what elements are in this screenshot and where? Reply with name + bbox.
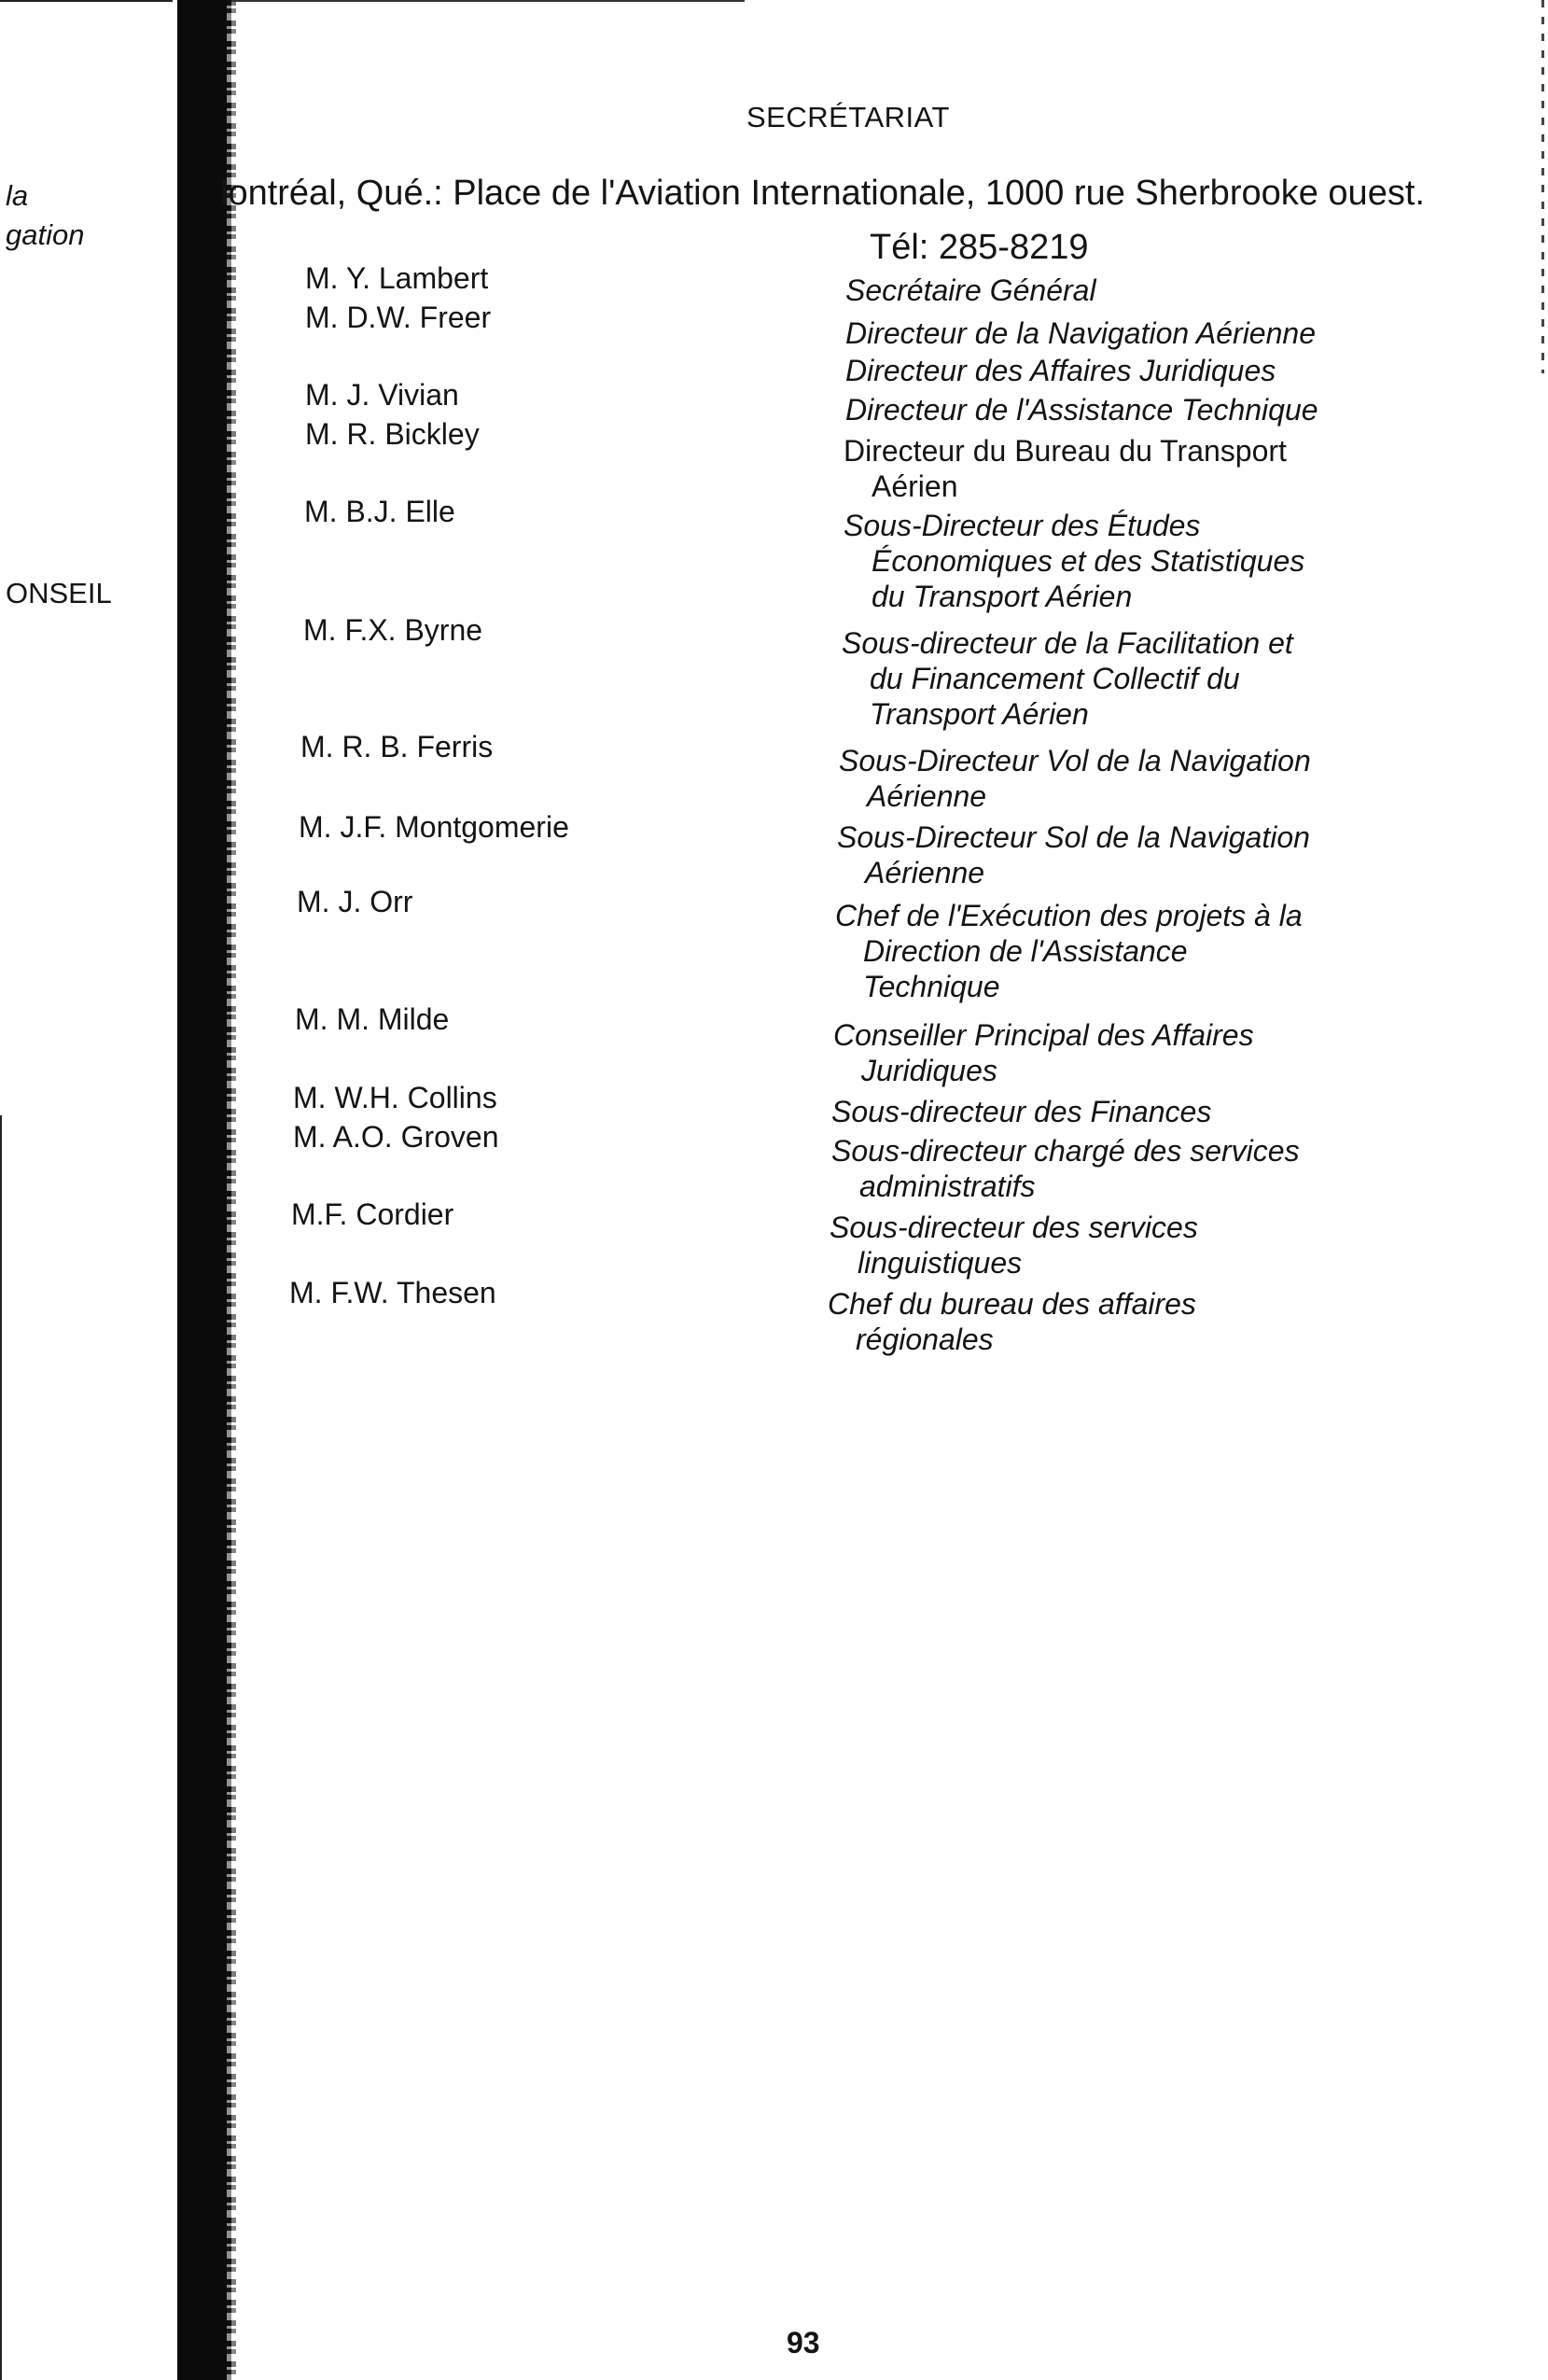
role-line: du Financement Collectif du xyxy=(870,662,1240,695)
section-title: SECRÉTARIAT xyxy=(746,101,950,133)
staff-name: M.F. Cordier xyxy=(291,1197,454,1231)
staff-name: M. F.W. Thesen xyxy=(289,1276,496,1309)
staff-name: M. B.J. Elle xyxy=(304,495,455,528)
role-line: Secrétaire Général xyxy=(845,273,1096,307)
staff-role xyxy=(837,819,1310,890)
staff-name: M. Y. Lambert xyxy=(305,261,489,295)
role-line: Chef de l'Exécution des projets à la xyxy=(835,899,1303,932)
telephone-line: Tél: 285-8219 xyxy=(870,228,1089,267)
staff-name: M. J. Vivian xyxy=(305,378,459,412)
fragment-text-3: ONSEIL xyxy=(6,577,112,609)
role-line: Économiques et des Statistiques xyxy=(872,544,1305,578)
binding-strip-edge xyxy=(227,0,236,2380)
staff-name: M. A.O. Groven xyxy=(293,1120,499,1154)
role-line: Aérienne xyxy=(865,856,985,889)
staff-name: M. J.F. Montgomerie xyxy=(299,810,569,844)
role-line: Aérien xyxy=(872,469,958,503)
page-number: 93 xyxy=(787,2326,820,2359)
role-line: Sous-Directeur Sol de la Navigation xyxy=(837,820,1310,854)
staff-role xyxy=(839,743,1311,814)
role-line: Juridiques xyxy=(861,1054,997,1087)
role-line: Aérienne xyxy=(867,779,987,813)
role-line: Sous-directeur des Finances xyxy=(831,1095,1212,1128)
staff-role xyxy=(828,1286,1196,1357)
staff-role xyxy=(845,315,1316,351)
previous-page-fragment xyxy=(0,0,177,2380)
staff-name: M. R. Bickley xyxy=(305,417,480,451)
fragment-edge-rule xyxy=(0,1115,2,2380)
role-line: Direction de l'Assistance xyxy=(863,934,1188,968)
fragment-text-2: gation xyxy=(6,218,85,251)
top-rule xyxy=(231,0,745,2)
staff-name: M. W.H. Collins xyxy=(293,1081,497,1114)
role-line: Sous-directeur des services xyxy=(830,1211,1198,1244)
staff-role xyxy=(845,392,1318,427)
role-line: linguistiques xyxy=(858,1246,1023,1280)
staff-role xyxy=(833,1017,1254,1088)
role-line: Directeur des Affaires Juridiques xyxy=(845,354,1276,387)
staff-name: M. D.W. Freer xyxy=(305,301,492,334)
role-line: administratifs xyxy=(859,1169,1036,1203)
staff-role xyxy=(831,1094,1211,1129)
role-line: Chef du bureau des affaires xyxy=(828,1287,1196,1321)
role-line: Transport Aérien xyxy=(870,697,1089,731)
staff-role xyxy=(844,433,1287,504)
staff-role xyxy=(844,508,1304,614)
right-edge-mark xyxy=(1541,0,1544,373)
staff-name: M. F.X. Byrne xyxy=(303,613,483,647)
role-line: Sous-directeur de la Facilitation et xyxy=(842,626,1293,660)
address-line: lontréal, Qué.: Place de l'Aviation Internationale, 1000 rue Sherbrooke ouest. xyxy=(220,174,1425,213)
staff-role xyxy=(831,1133,1300,1204)
staff-role xyxy=(845,273,1096,308)
staff-role xyxy=(842,625,1293,732)
role-line: Directeur de la Navigation Aérienne xyxy=(845,316,1316,350)
role-line: Sous-directeur chargé des services xyxy=(831,1134,1300,1168)
binding-strip xyxy=(177,0,231,2380)
role-line: Sous-Directeur Vol de la Navigation xyxy=(839,744,1311,777)
role-line: Directeur de l'Assistance Technique xyxy=(845,393,1318,427)
staff-role xyxy=(830,1210,1198,1281)
role-line: régionales xyxy=(856,1323,994,1356)
staff-name: M. R. B. Ferris xyxy=(300,730,494,763)
staff-role xyxy=(835,898,1303,1004)
staff-name: M. J. Orr xyxy=(297,885,413,918)
role-line: Sous-Directeur des Études xyxy=(844,509,1201,542)
staff-role xyxy=(845,353,1276,388)
role-line: du Transport Aérien xyxy=(872,580,1133,613)
fragment-text-1: la xyxy=(6,179,29,212)
role-line: Technique xyxy=(863,970,1000,1003)
staff-name: M. M. Milde xyxy=(295,1002,450,1036)
fragment-top-rule xyxy=(0,0,173,2)
role-line: Directeur du Bureau du Transport xyxy=(844,434,1287,468)
role-line: Conseiller Principal des Affaires xyxy=(833,1018,1254,1052)
